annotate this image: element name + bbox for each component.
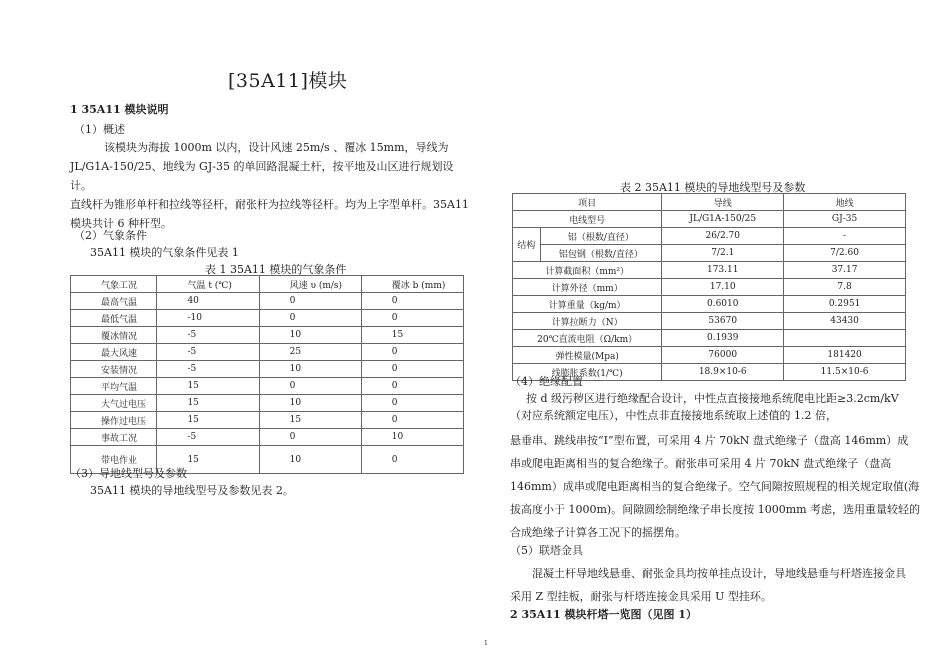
table-cell — [784, 330, 906, 347]
fittings-label: （5）联塔金具 — [510, 544, 583, 557]
table-cell: -10 — [157, 310, 259, 327]
table-row — [71, 344, 464, 361]
table-cell: 25 — [259, 344, 361, 361]
table-row — [71, 361, 464, 378]
insulation-line: 按 d 级污秽区进行绝缘配合设计，中性点直接接地系统爬电比距≥3.2cm/kV — [526, 392, 899, 405]
table-cell: 操作过电压 — [71, 412, 157, 429]
table-row — [513, 211, 906, 228]
overview-line: 直线杆为锥形单杆和拉线等径杆，耐张杆为拉线等径杆。均为上字型单杆。35A11 — [70, 198, 469, 211]
table-cell: 17.10 — [662, 279, 784, 296]
table-cell: 40 — [157, 293, 259, 310]
table-cell: 0.6010 — [662, 296, 784, 313]
section-2-heading: 2 35A11 模块杆塔一览图（见图 1） — [510, 608, 697, 621]
table-header-cell: 项目 — [513, 194, 662, 211]
table-row — [513, 313, 906, 330]
weather-label: （2）气象条件 — [74, 229, 147, 242]
insulation-line: 拔高度小于 1000m)。间隙圆绘制绝缘子串长度按 1000mm 考虑，选用重量较轻的 — [510, 503, 921, 516]
table-cell: 0 — [361, 361, 463, 378]
table-row — [513, 262, 906, 279]
table-cell: 0 — [259, 429, 361, 446]
table-cell: 事故工况 — [71, 429, 157, 446]
table-cell: 11.5×10-6 — [784, 364, 906, 381]
table-row — [513, 228, 906, 245]
insulation-line: 悬垂串、跳线串按“I”型布置，可采用 4 片 70kN 盘式绝缘子（盘高 146mm）成 — [510, 434, 909, 447]
insulation-line: （对应系统额定电压），中性点非直接接地系统取上述值的 1.2 倍， — [510, 409, 837, 422]
fittings-line: 混凝土杆导地线悬垂、耐张金具均按单挂点设计，导地线悬垂与杆塔连接金具 — [532, 567, 906, 580]
table-cell: -5 — [157, 327, 259, 344]
table-cell: 大气过电压 — [71, 395, 157, 412]
table-cell: 最大风速 — [71, 344, 157, 361]
table-header-row — [71, 276, 464, 293]
table-cell: 安装情况 — [71, 361, 157, 378]
table-cell: 0 — [259, 293, 361, 310]
table-header-cell: 导线 — [662, 194, 784, 211]
page-number: 1 — [484, 640, 488, 647]
table-cell: 0 — [361, 344, 463, 361]
table-cell: 0.1939 — [662, 330, 784, 347]
table-cell: -5 — [157, 361, 259, 378]
table-cell: 15 — [157, 395, 259, 412]
table-row — [71, 327, 464, 344]
table-cell: 43430 — [784, 313, 906, 330]
insulation-paragraph — [510, 429, 920, 544]
table-cell: 带电作业 — [71, 446, 157, 474]
table-header-cell: 地线 — [784, 194, 906, 211]
table-cell: 173.11 — [662, 262, 784, 279]
table-2-wire-params — [512, 193, 906, 381]
table-cell: 10 — [259, 395, 361, 412]
table-cell: 10 — [259, 327, 361, 344]
table-cell: 0 — [361, 446, 463, 474]
table-cell: 计算外径（mm） — [513, 279, 662, 296]
table-cell: -5 — [157, 429, 259, 446]
table-cell: 10 — [259, 446, 361, 474]
table-row — [71, 429, 464, 446]
table-cell: 0 — [361, 378, 463, 395]
table-row — [513, 296, 906, 313]
table-row — [513, 245, 906, 262]
table-header-cell: 风速 υ (m/s) — [259, 276, 361, 293]
table-cell: GJ-35 — [784, 211, 906, 228]
table-row — [71, 395, 464, 412]
overview-paragraph — [70, 138, 470, 233]
table-cell: JL/G1A-150/25 — [662, 211, 784, 228]
insulation-line: 串或爬电距离相当的复合绝缘子。耐张串可采用 4 片 70kN 盘式绝缘子（盘高 — [510, 457, 892, 470]
table-cell: 铝包钢（根数/直径） — [540, 245, 662, 262]
table-row — [513, 279, 906, 296]
wire-label: （3）导地线型号及参数 — [70, 467, 187, 480]
section-1-heading: 1 35A11 模块说明 — [70, 103, 169, 116]
table-cell: 7/2.60 — [784, 245, 906, 262]
table-cell: 15 — [157, 412, 259, 429]
table-2-caption: 表 2 35A11 模块的导地线型号及参数 — [620, 181, 806, 194]
table-cell: -5 — [157, 344, 259, 361]
table-cell: 7/2.1 — [662, 245, 784, 262]
table-cell: 0.2951 — [784, 296, 906, 313]
table-cell: 弹性模量(Mpa) — [513, 347, 662, 364]
table-cell: 0 — [259, 310, 361, 327]
table-cell: - — [784, 228, 906, 245]
table-row — [513, 347, 906, 364]
page-title: [35A11]模块 — [228, 70, 348, 92]
insulation-label: （4）绝缘配置 — [510, 375, 583, 388]
table-1-caption: 表 1 35A11 模块的气象条件 — [205, 263, 347, 276]
table-cell: 10 — [361, 429, 463, 446]
table-cell: 7.8 — [784, 279, 906, 296]
table-cell: 0 — [361, 293, 463, 310]
table-cell: 10 — [259, 361, 361, 378]
table-header-row — [513, 194, 906, 211]
table-row — [71, 293, 464, 310]
table-cell: 计算拉断力（N） — [513, 313, 662, 330]
insulation-line: 146mm）成串或爬电距离相当的复合绝缘子。空气间隙按照规程的相关规定取值(海 — [510, 480, 920, 493]
table-cell: 53670 — [662, 313, 784, 330]
table-cell: 0 — [259, 378, 361, 395]
table-cell: 26/2.70 — [662, 228, 784, 245]
wire-intro: 35A11 模块的导地线型号及参数见表 2。 — [90, 484, 294, 497]
table-row — [71, 310, 464, 327]
table-cell: 0 — [361, 412, 463, 429]
table-cell: 电线型号 — [513, 211, 662, 228]
table-row — [71, 378, 464, 395]
table-row — [71, 412, 464, 429]
overview-line: JL/G1A-150/25、地线为 GJ-35 的单回路混凝土杆，按平地及山区进行规划设计。 — [70, 160, 454, 192]
table-cell: 平均气温 — [71, 378, 157, 395]
table-cell: 15 — [157, 378, 259, 395]
table-cell: 计算重量（kg/m） — [513, 296, 662, 313]
insulation-line: 合成绝缘子计算各工况下的摇摆角。 — [510, 526, 686, 539]
table-cell: 18.9×10-6 — [662, 364, 784, 381]
table-header-cell: 气象工况 — [71, 276, 157, 293]
table-cell: 76000 — [662, 347, 784, 364]
table-cell: 计算截面积（mm²） — [513, 262, 662, 279]
table-cell: 37.17 — [784, 262, 906, 279]
table-cell: 15 — [259, 412, 361, 429]
table-cell: 15 — [361, 327, 463, 344]
table-cell: 线膨胀系数(1/℃) — [513, 364, 662, 381]
overview-label: （1）概述 — [74, 123, 125, 136]
table-header-cell: 覆冰 b (mm) — [361, 276, 463, 293]
table-cell: 结构 — [513, 228, 541, 262]
table-cell: 0 — [361, 395, 463, 412]
fittings-line: 采用 Z 型挂板，耐张与杆塔连接金具采用 U 型挂环。 — [510, 590, 772, 603]
table-row — [513, 330, 906, 347]
table-cell: 20℃直流电阻（Ω/km） — [513, 330, 662, 347]
weather-intro: 35A11 模块的气象条件见表 1 — [90, 246, 239, 259]
table-cell: 最低气温 — [71, 310, 157, 327]
table-header-cell: 气温 t (℃) — [157, 276, 259, 293]
table-cell: 覆冰情况 — [71, 327, 157, 344]
table-1-weather — [70, 275, 464, 474]
table-cell: 最高气温 — [71, 293, 157, 310]
overview-line: 该模块为海拔 1000m 以内，设计风速 25m/s 、覆冰 15mm，导线为 — [104, 141, 449, 154]
table-cell: 铝（根数/直径） — [540, 228, 662, 245]
table-cell: 0 — [361, 310, 463, 327]
table-cell: 15 — [157, 446, 259, 474]
fittings-paragraph — [510, 562, 906, 608]
overview-line: 模块共计 6 种杆型。 — [70, 217, 172, 230]
table-cell: 181420 — [784, 347, 906, 364]
